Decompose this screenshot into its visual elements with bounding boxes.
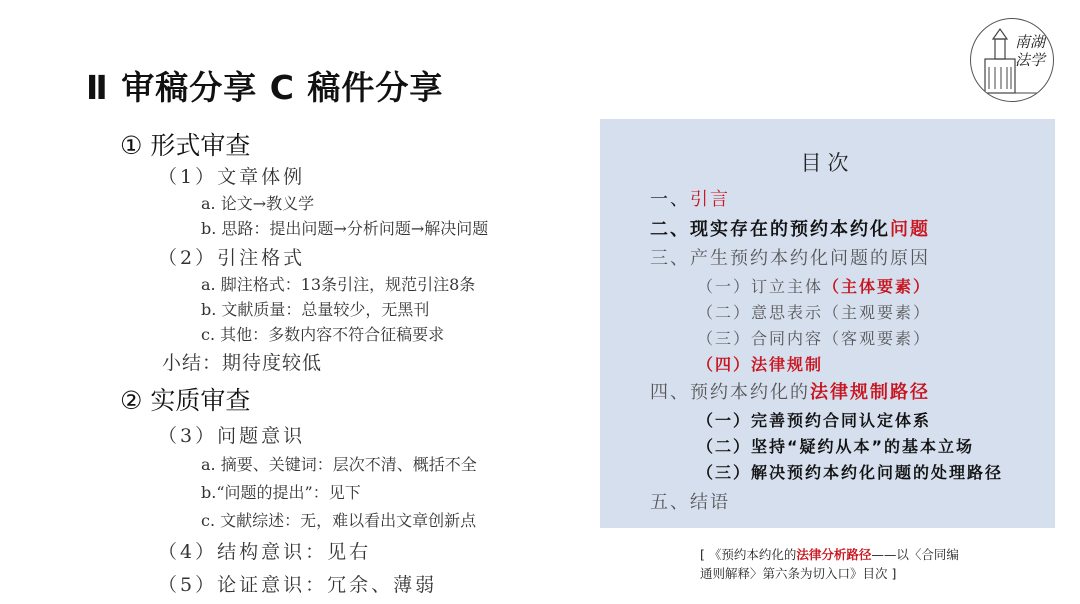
- toc-item-1-prefix: 一、: [650, 189, 690, 210]
- item-abstract-keywords: a. 摘要、关键词：层次不清、概括不全: [201, 455, 477, 474]
- caption-prefix: [ 《预约本约化的: [700, 547, 797, 562]
- item-footnote-format: a. 脚注格式：13条引注，规范引注8条: [201, 275, 476, 294]
- toc-item-5: 五、结语: [650, 492, 730, 513]
- toc-item-4-highlight: 法律规制路径: [810, 382, 930, 403]
- subheading-structure-awareness: （4）结构意识：见右: [158, 541, 372, 563]
- caption-highlight: 法律分析路径: [796, 547, 872, 562]
- toc-item-3-4: （四）法律规制: [697, 355, 824, 374]
- subheading-problem-awareness: （3）问题意识: [158, 425, 306, 447]
- toc-item-1: [650, 185, 730, 211]
- toc-item-3-1-highlight: （主体要素）: [823, 277, 932, 296]
- toc-item-4-prefix: 四、预约本约化的: [650, 382, 810, 403]
- subheading-article-style: （1）文章体例: [158, 166, 306, 188]
- caption-suffix: ——以〈合同编通则解释〉第六条为切入口》目次 ]: [700, 547, 959, 581]
- toc-item-3-1-prefix: （一）订立主体: [697, 277, 824, 296]
- toc-item-4-1: （一）完善预约合同认定体系: [697, 411, 932, 430]
- toc-item-4: [650, 378, 930, 404]
- formal-review-heading: ① 形式审查: [120, 131, 251, 160]
- subheading-argument-awareness: （5）论证意识：冗余、薄弱: [158, 574, 438, 596]
- logo-text: 南湖 法学: [1014, 33, 1045, 69]
- item-problem-raising: b.“问题的提出”：见下: [201, 483, 361, 502]
- toc-item-3: 三、产生预约本约化问题的原因: [650, 248, 930, 269]
- substance-review-heading: ② 实质审查: [120, 386, 251, 415]
- toc-caption: [700, 545, 970, 583]
- subheading-citation-format: （2）引注格式: [158, 247, 306, 269]
- toc-item-4-3: （三）解决预约本约化问题的处理路径: [697, 463, 1004, 482]
- item-literature-review: c. 文献综述：无，难以看出文章创新点: [201, 511, 477, 530]
- toc-item-2-highlight: 问题: [890, 219, 930, 240]
- table-of-contents-panel: [600, 119, 1055, 528]
- toc-item-4-2: （二）坚持“疑约从本”的基本立场: [697, 437, 975, 456]
- item-literature-quality: b. 文献质量：总量较少，无黑刊: [201, 300, 430, 319]
- slide-title: Ⅱ 审稿分享 C 稿件分享: [86, 68, 444, 107]
- toc-item-2: [650, 215, 930, 241]
- item-other: c. 其他：多数内容不符合征稿要求: [201, 325, 445, 344]
- toc-item-3-1: [697, 274, 931, 297]
- toc-item-3-2: （二）意思表示（主观要素）: [697, 303, 932, 322]
- item-paper-type: a. 论文→教义学: [201, 194, 315, 213]
- toc-item-1-highlight: 引言: [690, 189, 730, 210]
- nanhu-law-logo: [970, 18, 1054, 102]
- item-thought-path: b. 思路：提出问题→分析问题→解决问题: [201, 219, 489, 238]
- toc-item-3-3: （三）合同内容（客观要素）: [697, 329, 932, 348]
- toc-heading: 目次: [800, 151, 855, 175]
- formal-summary: 小结：期待度较低: [162, 352, 323, 374]
- toc-item-2-prefix: 二、现实存在的预约本约化: [650, 219, 890, 240]
